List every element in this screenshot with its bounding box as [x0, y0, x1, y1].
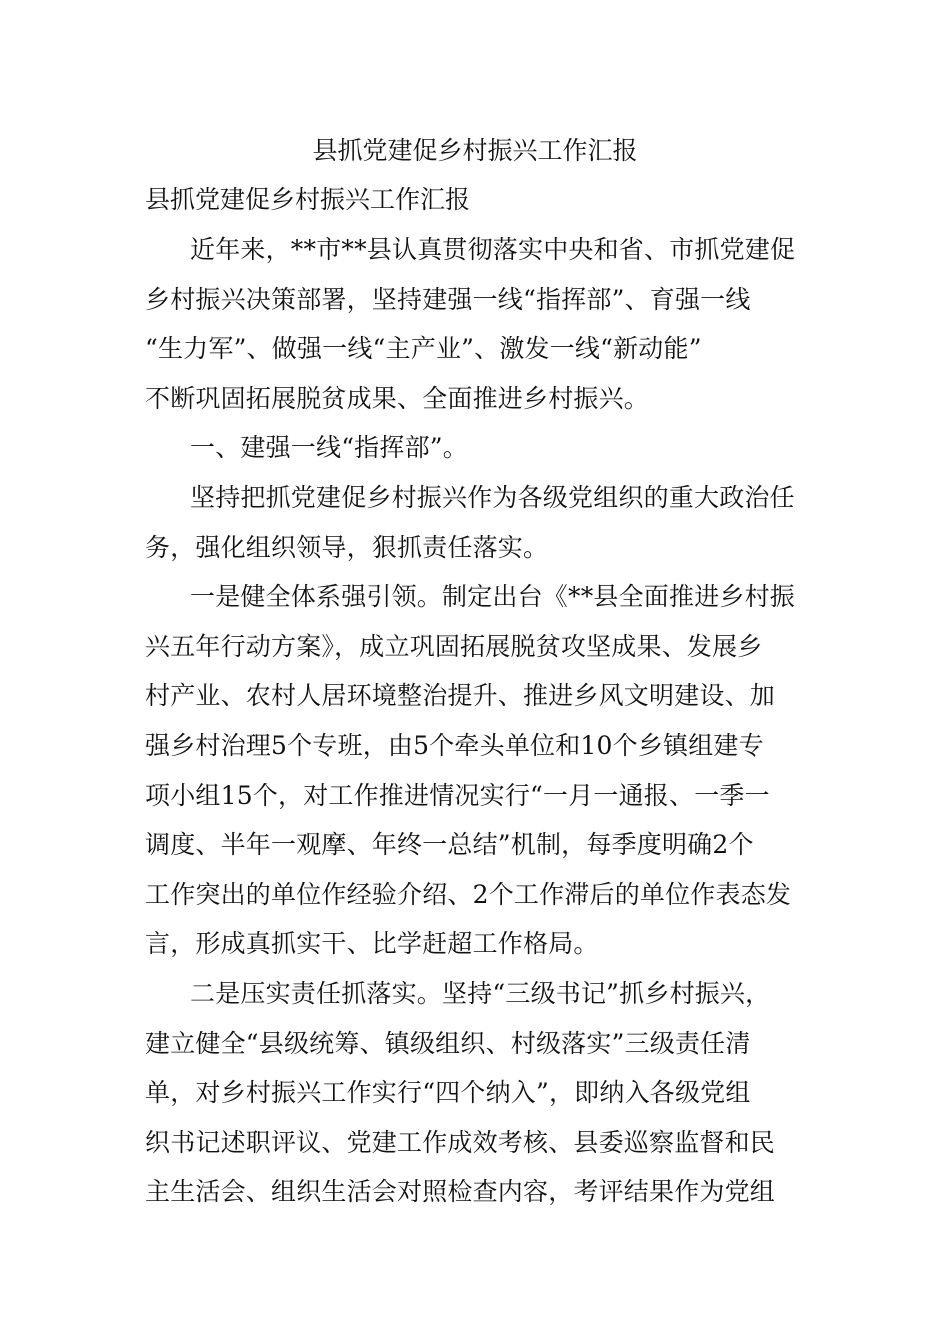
paragraph-line: 乡村振兴决策部署，坚持建强一线“指挥部”、育强一线 — [145, 284, 751, 314]
document-title: 县抓党建促乡村振兴工作汇报 — [312, 136, 638, 165]
document-subtitle: 县抓党建促乡村振兴工作汇报 — [145, 185, 471, 214]
paragraph-line: 兴五年行动方案》，成立巩固拓展脱贫攻坚成果、发展乡 — [145, 631, 763, 661]
paragraph-line: 坚持把抓党建促乡村振兴作为各级党组织的重大政治任 — [190, 482, 795, 512]
paragraph-line: 务，强化组织领导，狠抓责任落实。 — [145, 532, 549, 562]
paragraph-line: 一是健全体系强引领。制定出台《**县全面推进乡村振 — [190, 582, 796, 612]
paragraph-line: “生力军”、做强一线“主产业”、激发一线“新动能” — [145, 334, 702, 364]
paragraph-line: 村产业、农村人居环境整治提升、推进乡风文明建设、加 — [145, 681, 776, 711]
section-heading: 一、建强一线“指挥部”。 — [190, 433, 468, 463]
paragraph-line: 建立健全“县级统筹、镇级组织、村级落实”三级责任清 — [145, 1028, 751, 1058]
paragraph-line: 二是压实责任抓落实。坚持“三级书记”抓乡村振兴， — [190, 978, 771, 1008]
paragraph-line: 调度、半年一观摩、年终一总结”机制，每季度明确2个 — [145, 830, 754, 860]
paragraph-line: 不断巩固拓展脱贫成果、全面推进乡村振兴。 — [145, 383, 650, 413]
paragraph-line: 近年来，**市**县认真贯彻落实中央和省、市抓党建促 — [190, 235, 796, 264]
paragraph-line: 织书记述职评议、党建工作成效考核、县委巡察监督和民 — [145, 1127, 776, 1157]
paragraph-line: 言，形成真抓实干、比学赶超工作格局。 — [145, 929, 599, 959]
paragraph-line: 项小组15个，对工作推进情况实行“一月一通报、一季一 — [145, 780, 770, 810]
paragraph-line: 强乡村治理5个专班，由5个牵头单位和10个乡镇组建专 — [145, 730, 764, 760]
document-body — [145, 230, 809, 1222]
paragraph-line: 单，对乡村振兴工作实行“四个纳入”，即纳入各级党组 — [145, 1078, 751, 1108]
paragraph-line: 主生活会、组织生活会对照检查内容，考评结果作为党组 — [145, 1177, 776, 1207]
paragraph-line: 工作突出的单位作经验介绍、2个工作滞后的单位作表态发 — [145, 879, 792, 909]
